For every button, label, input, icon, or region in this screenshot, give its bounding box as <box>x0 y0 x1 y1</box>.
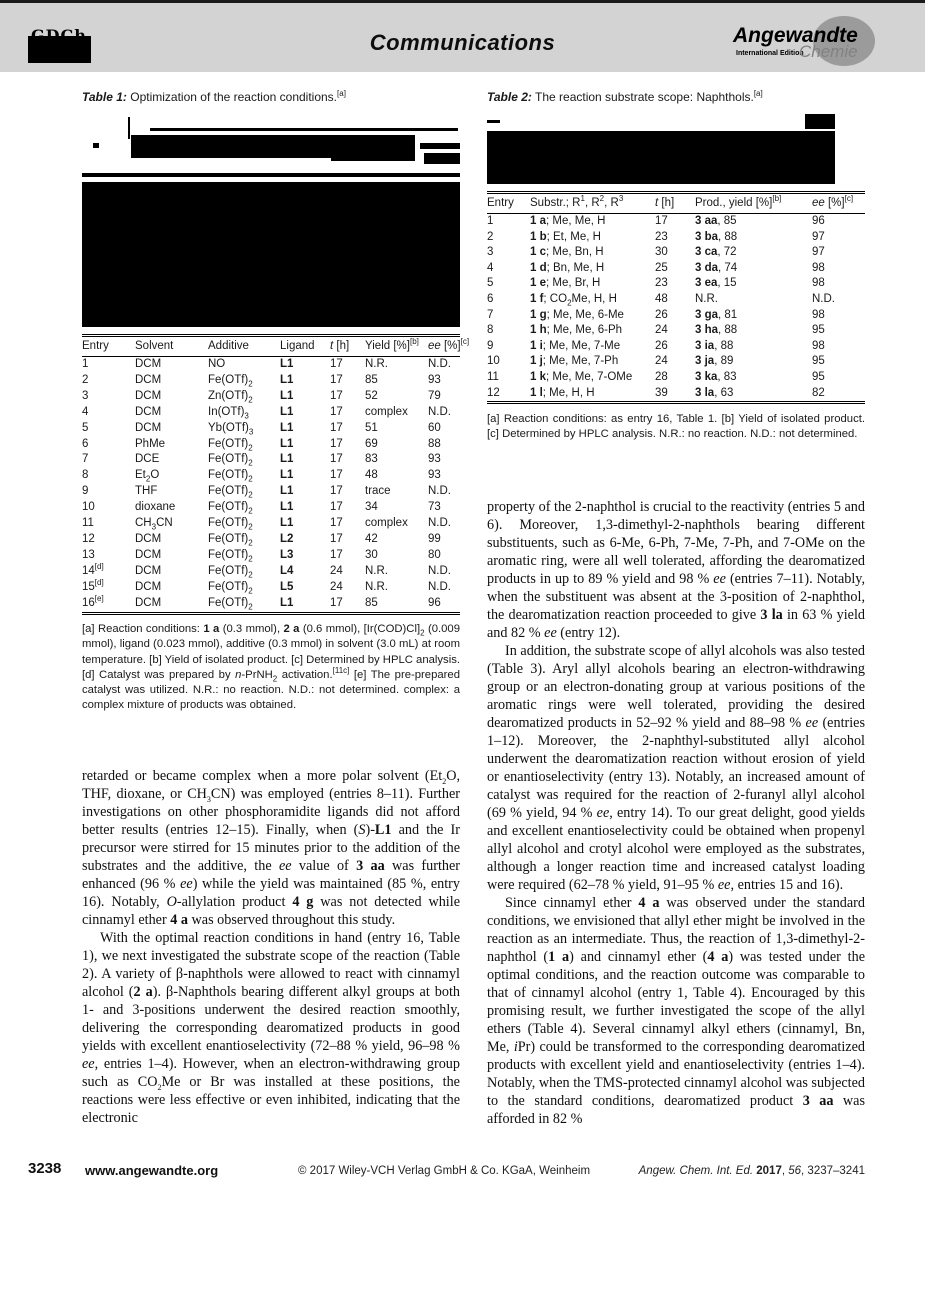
table2 <box>487 191 865 404</box>
table-cell: 17 <box>330 389 343 402</box>
table-cell: $Yb(OTf)_3$ <box>208 421 254 436</box>
table-cell: 17 <box>330 485 343 498</box>
column-header: Entry <box>487 194 530 214</box>
table-cell: 7 <box>487 308 494 321</box>
table-cell: 25 <box>655 261 668 274</box>
table-cell: 85 <box>365 596 378 609</box>
table-cell: 13 <box>82 548 95 561</box>
table-row <box>487 339 865 355</box>
table-cell: 16[e] <box>82 593 104 609</box>
table-cell: 10 <box>82 501 95 514</box>
table-cell: 60 <box>428 421 441 434</box>
table-cell: 23 <box>655 277 668 290</box>
table-row <box>82 452 460 468</box>
table-cell: 2 <box>487 230 494 243</box>
table-cell: $Fe(OTf)_2$ <box>208 532 253 548</box>
table-cell: DCM <box>135 421 162 434</box>
table-row <box>82 548 460 564</box>
table-cell: 10 <box>487 355 500 368</box>
body-paragraph: property of the 2-naphthol is crucial to the reactivity (entries 5 and 6). Moreover, 1,3-dimethyl-2-naphthols bearing different substituents, such as 6-Me, 6-Ph, 7-Me, 7-Ph, and 7-OMe on the aromatic ring, were all well tolerated, affording the dearomatized products in up to 89 % yield and 98 % ee (entries 7–11). Notably, when the substituent was absent at the 3-position of 2-naphthol, the dearomatization reaction proceeded to give 3 la in 63 % yield and 82 % ee (entry 12). <box>487 499 865 641</box>
table-cell: N.D. <box>428 517 451 530</box>
table-cell: $In(OTf)_3$ <box>208 405 249 421</box>
body-paragraph: retarded or became complex when a more polar solvent ($Et_2O$, THF, dioxane, or $CH_3CN$) was employed (entries 8–11). Further investigations on other phosphoramidite ligands did not afford better results (entries 12–15). Finally, when (S)-L1 and the Ir precursor were stirred for 15 minutes prior to the addition of the substrates and the additive, the ee value of 3 aa was further enhanced (96 % ee) while the yield was maintained (85 %, entry 16). Notably, O-allylation product 4 g was not detected while cinnamyl ether 4 a was observed throughout this study. <box>82 768 461 928</box>
table-cell: 85 <box>365 373 378 386</box>
table-row <box>487 245 865 261</box>
table-cell: 1 c; Me, Bn, H <box>530 246 604 259</box>
table-cell: N.R. <box>365 580 388 593</box>
table2-caption-label: Table 2: <box>487 90 532 104</box>
table-row <box>487 354 865 370</box>
table-cell: 3 ea, 15 <box>695 277 737 290</box>
table-cell: 98 <box>812 339 825 352</box>
left-column-text <box>82 767 460 1127</box>
table-cell: 3 ga, 81 <box>695 308 738 321</box>
table-cell: L1 <box>280 469 294 482</box>
table-cell: 17 <box>330 469 343 482</box>
table-row <box>487 308 865 324</box>
table-row <box>487 386 865 402</box>
page-number: 3238 <box>28 1160 62 1177</box>
table-cell: 24 <box>330 564 343 577</box>
table-cell: DCM <box>135 358 162 370</box>
column-header: Yield [%][b] <box>365 337 428 357</box>
table-cell: 8 <box>487 324 494 337</box>
table-row <box>82 357 460 373</box>
table-cell: 8 <box>82 469 89 482</box>
column-header: ee [%][c] <box>812 194 865 214</box>
table-cell: $Fe(OTf)_2$ <box>208 469 253 484</box>
table-cell: 97 <box>812 230 825 243</box>
table-cell: $Fe(OTf)_2$ <box>208 564 253 580</box>
table-cell: THF <box>135 485 158 498</box>
table-cell: DCE <box>135 453 160 466</box>
table-cell: 1 l; Me, H, H <box>530 386 595 399</box>
journal-website: www.angewandte.org <box>85 1163 219 1178</box>
body-paragraph: With the optimal reaction conditions in hand (entry 16, Table 1), we next investigated the substrate scope of the reaction (Table 2). A variety of β-naphthols were allowed to react with cinnamyl alcohol (2 a). β-Naphthols bearing different alkyl groups at both 1- and 3-positions underwent the desired reaction smoothly, delivering the corresponding dearomatized products in good yields with excellent enantioselectivity (72–88 % yield, 96–98 % ee, entries 1–4). However, when an electron-withdrawing group such as $CO_2Me$ or Br was installed at these positions, the reactions were less effective or even inhibited, indicating that the electronic <box>82 930 461 1126</box>
table-cell: L1 <box>280 373 294 386</box>
table-cell: 97 <box>812 246 825 259</box>
table2-scheme-image <box>487 108 865 188</box>
table1-grid <box>82 337 470 612</box>
table-cell: 3 aa, 85 <box>695 215 737 227</box>
table-row <box>82 532 460 548</box>
table1 <box>82 334 470 615</box>
table-row <box>487 323 865 339</box>
table-cell: 1 j; Me, Me, 7-Ph <box>530 355 619 368</box>
table-cell: N.D. <box>428 405 451 418</box>
table-cell: 24 <box>655 324 668 337</box>
scheme-redaction-blob <box>487 120 500 123</box>
table-cell: 1 i; Me, Me, 7-Me <box>530 339 621 352</box>
table-cell: 24 <box>655 355 668 368</box>
table-cell: 82 <box>812 386 825 399</box>
table-cell: L1 <box>280 501 294 514</box>
table-row <box>487 370 865 386</box>
table-cell: 3 ca, 72 <box>695 246 737 259</box>
scheme-redaction-blob <box>331 138 415 161</box>
table-cell: L1 <box>280 517 294 530</box>
table2-grid <box>487 194 865 401</box>
table-row <box>82 373 460 389</box>
table-cell: 17 <box>655 215 668 227</box>
table2-caption <box>487 90 865 104</box>
angewandte-logo-text: Angewandte <box>733 24 858 47</box>
table-cell: 98 <box>812 277 825 290</box>
table-cell: L4 <box>280 564 294 577</box>
table-cell: DCM <box>135 373 162 386</box>
table-cell: $Fe(OTf)_2$ <box>208 580 253 595</box>
table-cell: L1 <box>280 437 294 450</box>
table-cell: 83 <box>365 453 378 466</box>
table-cell: 4 <box>487 261 494 274</box>
column-header: Entry <box>82 337 135 357</box>
table-row <box>82 421 460 437</box>
table-cell: 3 ia, 88 <box>695 339 734 352</box>
table-cell: 98 <box>812 261 825 274</box>
table-cell: 1 h; Me, Me, 6-Ph <box>530 324 623 337</box>
table-row <box>487 292 865 308</box>
table-row <box>82 389 460 405</box>
table-cell: 17 <box>330 358 343 370</box>
table-cell: 73 <box>428 501 441 514</box>
table1-caption <box>82 90 460 104</box>
table-cell: 26 <box>655 339 668 352</box>
table-cell: 26 <box>655 308 668 321</box>
table-cell: N.R. <box>365 358 388 370</box>
table-cell: L1 <box>280 358 294 370</box>
table-cell: 14[d] <box>82 561 104 577</box>
column-header: Additive <box>208 337 280 357</box>
scheme-redaction-blob <box>424 153 460 164</box>
table-row <box>82 596 460 612</box>
table-cell: DCM <box>135 548 162 561</box>
scheme-redaction-blob <box>82 173 460 177</box>
table-cell: 7 <box>82 453 89 466</box>
table-cell: 3 ja, 89 <box>695 355 734 368</box>
table-cell: 3 da, 74 <box>695 261 738 274</box>
scheme-redaction-blob <box>487 131 835 184</box>
table1-scheme-image <box>82 108 460 330</box>
table-cell: N.D. <box>812 292 835 305</box>
table-cell: 5 <box>487 277 494 290</box>
table-cell: L5 <box>280 580 294 593</box>
table-cell: 17 <box>330 517 343 530</box>
table-cell: $Fe(OTf)_2$ <box>208 485 253 500</box>
table1-caption-text: Optimization of the reaction conditions.[a] <box>126 89 346 104</box>
table-cell: 1 <box>487 215 494 227</box>
table-cell: 28 <box>655 370 668 383</box>
table-cell: L1 <box>280 405 294 418</box>
column-header: t [h] <box>655 194 695 214</box>
table-cell: 17 <box>330 405 343 418</box>
column-header: t [h] <box>330 337 365 357</box>
table-cell: L2 <box>280 532 294 545</box>
table-cell: 39 <box>655 386 668 399</box>
table-cell: 9 <box>487 339 494 352</box>
table-row <box>82 500 460 516</box>
table-cell: 3 ba, 88 <box>695 230 738 243</box>
table-cell: 11 <box>82 517 94 530</box>
scheme-redaction-blob <box>805 114 835 129</box>
journal-citation: Angew. Chem. Int. Ed. 2017, 56, 3237–3241 <box>638 1165 865 1177</box>
table-cell: 9 <box>82 485 89 498</box>
table-cell: 17 <box>330 596 343 609</box>
table-cell: 34 <box>365 501 378 514</box>
table-cell: 1 b; Et, Me, H <box>530 230 601 243</box>
table-cell: 17 <box>330 548 343 561</box>
table-cell: 52 <box>365 389 378 402</box>
table-cell: PhMe <box>135 437 166 450</box>
table-cell: 6 <box>487 292 494 305</box>
table-cell: $Fe(OTf)_2$ <box>208 373 253 389</box>
column-header: ee [%][c] <box>428 337 460 357</box>
table2-footnote: [a] Reaction conditions: as entry 16, Table 1. [b] Yield of isolated product. [c] Determined by HPLC analysis. N.R.: no reaction. N.D.: not determined. <box>487 413 865 441</box>
table-cell: N.D. <box>428 564 451 577</box>
table-row <box>82 468 460 484</box>
column-header: Ligand <box>280 337 330 357</box>
table-cell: L3 <box>280 548 294 561</box>
table-cell: N.D. <box>428 580 451 593</box>
table-cell: 95 <box>812 324 825 337</box>
table-row <box>82 580 460 596</box>
international-edition-label: International Edition <box>736 50 804 57</box>
table-cell: 1 g; Me, Me, 6-Me <box>530 308 624 321</box>
table-cell: 93 <box>428 453 441 466</box>
table-cell: 17 <box>330 453 343 466</box>
table-cell: 51 <box>365 421 378 434</box>
table-cell: N.D. <box>428 485 451 498</box>
table-cell: $Fe(OTf)_2$ <box>208 437 253 452</box>
table-cell: DCM <box>135 532 162 545</box>
table2-caption-text: The reaction substrate scope: Naphthols.[a] <box>531 89 763 104</box>
table-cell: 11 <box>487 370 499 383</box>
table-cell: 12 <box>487 386 500 399</box>
table-cell: $Fe(OTf)_2$ <box>208 596 253 611</box>
table-row <box>487 276 865 292</box>
table-cell: 4 <box>82 405 89 418</box>
table-row <box>82 484 460 500</box>
table-cell: 95 <box>812 355 825 368</box>
table-cell: DCM <box>135 564 162 577</box>
body-paragraph: Since cinnamyl ether 4 a was observed under the standard conditions, we envisioned that allyl ether might be involved in the reaction as an intermediate. Thus, the reaction of 1,3-dimethyl-2-naphthol (1 a) and cinnamyl ether (4 a) was tested under the optimal conditions, and the reaction outcome was comparable to that of cinnamyl alcohol (entry 1, Table 4). Encouraged by this promising result, we further investigated the scope of the allyl ethers (Table 4). Several cinnamyl alkyl ethers (cinnamyl, Bn, Me, iPr) could be transformed to the corresponding dearomatized products with excellent yield and enantioselectivity (entries 1–4). Notably, when the TMS-protected cinnamyl alcohol was subjected to the standard conditions, dearomatized product 3 aa was afforded in 82 % <box>487 895 866 1127</box>
table-cell: NO <box>208 358 226 370</box>
table-cell: 6 <box>82 437 89 450</box>
table-cell: L1 <box>280 389 294 402</box>
table-cell: 96 <box>812 215 825 227</box>
table-cell: 1 f; $CO_2Me$, H, H <box>530 292 617 308</box>
scheme-redaction-blob <box>420 143 460 149</box>
table-cell: 17 <box>330 421 343 434</box>
table-cell: 3 <box>82 389 89 402</box>
table-cell: 17 <box>330 532 343 545</box>
table-cell: 1 <box>82 358 89 370</box>
table-row <box>82 516 460 532</box>
scheme-redaction-blob <box>150 128 458 131</box>
table-cell: 1 e; Me, Br, H <box>530 277 601 290</box>
table-cell: 30 <box>365 548 378 561</box>
table-cell: $CH_3CN$ <box>135 517 173 532</box>
table-row <box>487 214 865 230</box>
table-cell: 23 <box>655 230 668 243</box>
table-cell: complex <box>365 517 408 530</box>
table-cell: 93 <box>428 373 441 386</box>
table-row <box>82 564 460 580</box>
table1-footnote: [a] Reaction conditions: 1 a (0.3 mmol), 2 a (0.6 mmol), $[Ir(COD)Cl]_2$ (0.009 mmol), ligand (0.023 mmol), additive (0.3 mmol) in solvent (3.0 mL) at room temperature. [b] Yield of isolated product. [c] Determined by HPLC analysis. [d] Catalyst was prepared by n-PrNH$_2$ activation.[11c] [e] The pre-prepared catalyst was utilized. N.R.: no reaction. N.D.: not determined. complex: a complex mixture of products was obtained. <box>82 623 461 712</box>
table-cell: 95 <box>812 370 825 383</box>
table-cell: N.D. <box>428 358 451 370</box>
table-cell: 98 <box>812 308 825 321</box>
table-row <box>82 437 460 453</box>
table-cell: N.R. <box>365 564 388 577</box>
table-cell: 79 <box>428 389 441 402</box>
table-cell: $Et_2O$ <box>135 469 160 484</box>
table-cell: 1 a; Me, Me, H <box>530 215 606 227</box>
table-row <box>487 230 865 246</box>
table-cell: 24 <box>330 580 343 593</box>
table-cell: $Fe(OTf)_2$ <box>208 548 253 564</box>
table-cell: 3 <box>487 246 494 259</box>
table-cell: DCM <box>135 580 162 593</box>
table-cell: 48 <box>655 292 668 305</box>
chemie-label: Chemie <box>799 42 858 61</box>
table-cell: 17 <box>330 373 343 386</box>
column-header: Prod., yield [%][b] <box>695 194 812 214</box>
table-cell: 3 la, 63 <box>695 386 734 399</box>
table-cell: 69 <box>365 437 378 450</box>
column-header: Solvent <box>135 337 208 357</box>
table-cell: 80 <box>428 548 441 561</box>
table-row <box>487 261 865 277</box>
table1-bottom-rule <box>82 612 460 615</box>
table-cell: N.R. <box>695 292 718 305</box>
table-cell: complex <box>365 405 408 418</box>
table-cell: $Fe(OTf)_2$ <box>208 501 253 516</box>
table-cell: 1 k; Me, Me, 7-OMe <box>530 370 633 383</box>
table-cell: L1 <box>280 421 294 434</box>
copyright-notice: © 2017 Wiley-VCH Verlag GmbH & Co. KGaA, Weinheim <box>298 1165 591 1177</box>
section-title: Communications <box>369 30 556 55</box>
table-cell: 17 <box>330 437 343 450</box>
table-cell: 30 <box>655 246 668 259</box>
table-cell: 48 <box>365 469 378 482</box>
table-cell: 99 <box>428 532 441 545</box>
body-paragraph: In addition, the substrate scope of allyl alcohols was also tested (Table 3). Aryl allyl alcohols bearing an electron-withdrawing group or an electron-donating group at various positions of the aromatic rings were well tolerated, providing the desired dearomatized products in 52–92 % yield and 88–98 % ee (entries 1–12). Moreover, the 2-naphthyl-substituted allyl alcohol underwent the dearomatization reaction without erosion of yield or enantioselectivity (entry 13). Notably, an increased amount of catalyst was required for the reaction of 2-furanyl allyl alcohol (69 % yield, 94 % ee, entry 14). To our great delight, good yields and excellent enantioselectivity could be obtained when propenyl allyl alcohol and crotyl alcohol were employed as the substrates, although a longer reaction time and increased catalyst loading were required (62–78 % yield, 91–95 % ee, entries 15 and 16). <box>487 643 866 893</box>
table-cell: 3 ka, 83 <box>695 370 737 383</box>
table-cell: DCM <box>135 405 162 418</box>
table-cell: trace <box>365 485 391 498</box>
table1-caption-label: Table 1: <box>82 90 127 104</box>
table-row <box>82 405 460 421</box>
table-cell: L1 <box>280 453 294 466</box>
scheme-redaction-blob <box>128 117 130 139</box>
table-cell: $Fe(OTf)_2$ <box>208 453 253 468</box>
table-cell: L1 <box>280 596 294 609</box>
table-cell: DCM <box>135 389 162 402</box>
table-cell: 5 <box>82 421 89 434</box>
table-cell: DCM <box>135 596 162 609</box>
right-column-text <box>487 498 865 1128</box>
table-cell: 3 ha, 88 <box>695 324 738 337</box>
table-cell: $Fe(OTf)_2$ <box>208 517 253 532</box>
scheme-redaction-blob <box>82 182 460 327</box>
table-cell: 88 <box>428 437 441 450</box>
table-cell: 15[d] <box>82 577 104 593</box>
scheme-redaction-blob <box>93 143 99 148</box>
column-header: Substr.; $R^1$, $R^2$, $R^3$ <box>530 194 655 214</box>
table-cell: 1 d; Bn, Me, H <box>530 261 605 274</box>
table-cell: 96 <box>428 596 441 609</box>
table-cell: 17 <box>330 501 343 514</box>
table2-bottom-rule <box>487 401 865 404</box>
table-cell: 2 <box>82 373 89 386</box>
table-cell: 93 <box>428 469 441 482</box>
table-cell: dioxane <box>135 501 176 514</box>
table-cell: L1 <box>280 485 294 498</box>
table-cell: 42 <box>365 532 378 545</box>
table-cell: $Zn(OTf)_2$ <box>208 389 253 405</box>
table-cell: 12 <box>82 532 95 545</box>
